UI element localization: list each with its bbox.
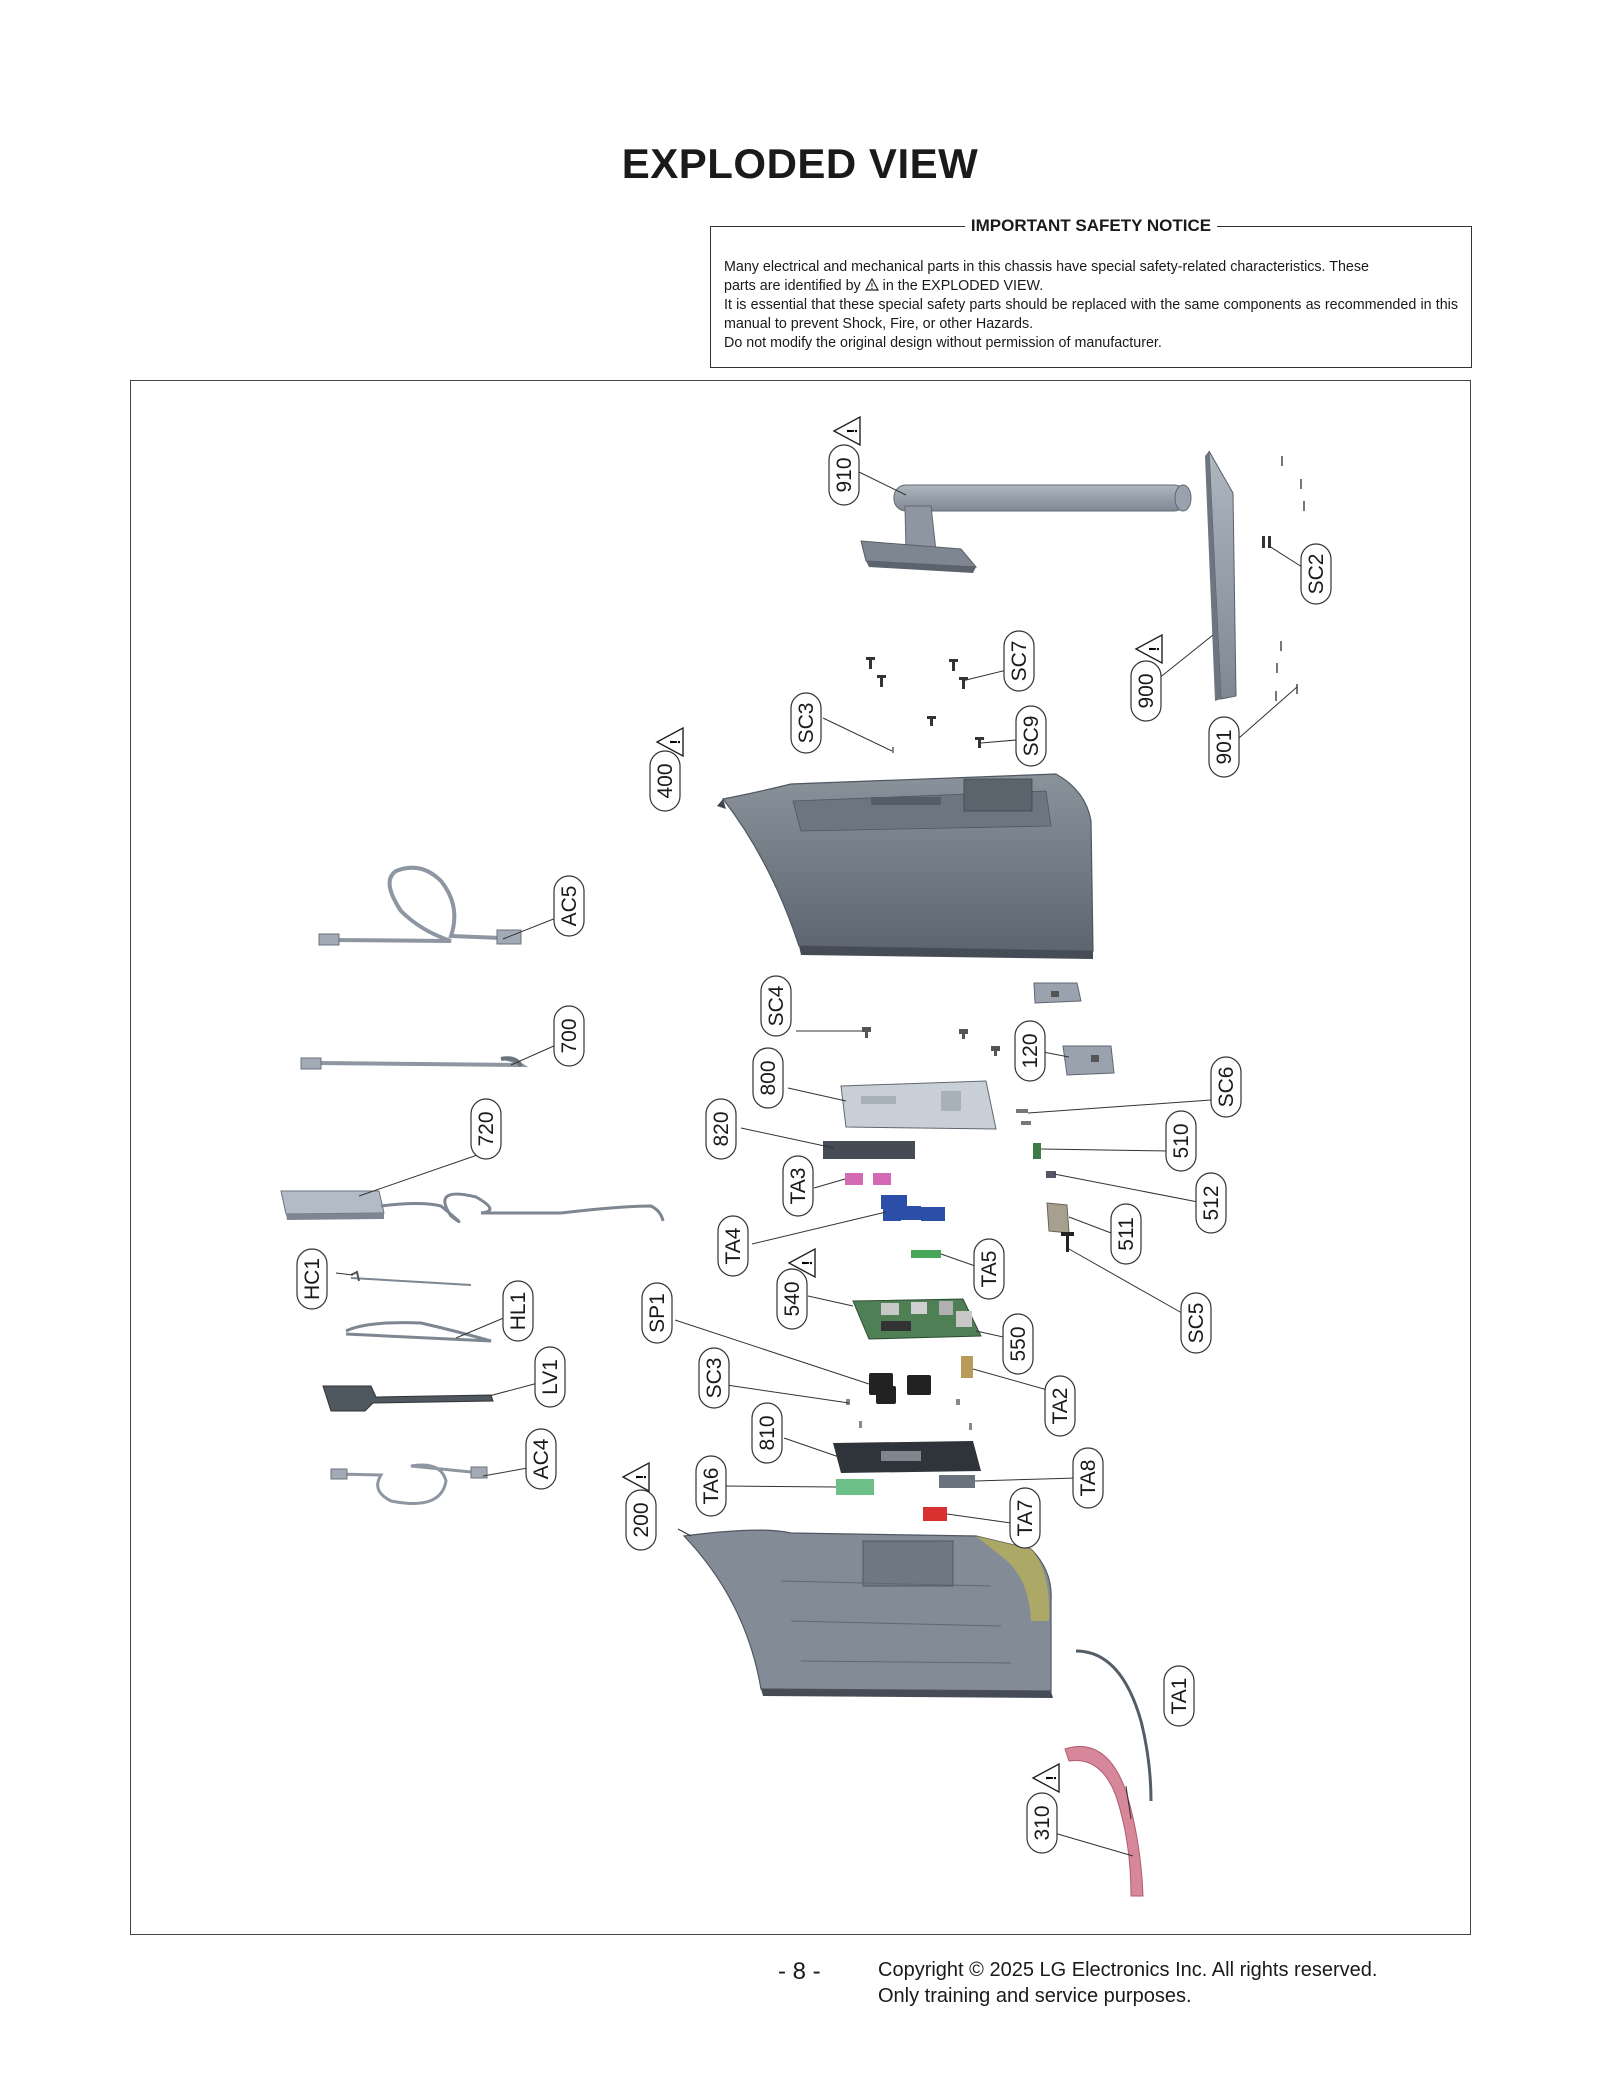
callout-ac5 [554,876,584,936]
callout-label: 901 [1213,729,1236,765]
rear-cover [717,774,1093,959]
callout-label: 700 [558,1018,581,1054]
small-screws-stand [1276,456,1304,701]
callout-label: 550 [1007,1326,1030,1362]
notice-line-2 [724,277,1458,296]
safety-notice-heading: IMPORTANT SAFETY NOTICE [965,216,1217,235]
adapter-720 [281,1191,663,1222]
callout-310 [1027,1793,1057,1853]
stand-base-plate [1205,451,1236,701]
callout-label: HC1 [301,1257,324,1301]
callout-label: 510 [1170,1123,1193,1159]
exploded-view-diagram [131,381,1470,1934]
copyright-block [878,1957,1377,2009]
callout-sc6 [1211,1057,1241,1117]
tape-ta7 [923,1507,947,1521]
bracket-120-lower [1063,1046,1114,1075]
warning-triangle-icon [623,1463,650,1491]
warning-triangle-icon [834,417,861,445]
cable-hc1 [351,1272,471,1285]
exploded-view-frame [130,380,1471,1935]
callout-ta8 [1073,1448,1103,1508]
cable-ac4 [331,1465,487,1504]
callout-512 [1196,1173,1226,1233]
callout-511 [1111,1204,1141,1264]
cable-700 [301,1058,521,1069]
cable-hl1 [346,1323,491,1341]
safety-notice-body [724,258,1458,353]
svg-text:!: ! [870,282,874,291]
board-510 [1033,1143,1041,1159]
bracket-lv1 [323,1386,493,1411]
callout-sc5 [1181,1293,1211,1353]
callout-label: 810 [756,1415,779,1451]
callout-sc9 [1016,706,1046,766]
callout-ta6 [696,1456,726,1516]
stand-arm [861,485,1191,573]
callout-ta2 [1045,1376,1075,1436]
notice-line-3: It is essential that these special safety parts should be replaced with the same components as recommended in this manual to prevent Shock, Fire, or other Hazards. [724,297,1458,332]
callout-label: 511 [1115,1217,1138,1251]
warning-triangle-icon [1033,1764,1060,1792]
callout-label: TA3 [787,1167,810,1205]
callout-label: SC2 [1305,553,1328,595]
callout-sc4 [761,976,791,1036]
main-board-540 [853,1299,981,1339]
callout-label: SC3 [795,702,818,744]
callout-label: 400 [654,763,677,799]
copyright-line: Copyright © 2025 LG Electronics Inc. All rights reserved. [878,1959,1378,1981]
callout-label: SC9 [1020,715,1043,757]
sheet-820 [823,1141,915,1159]
callout-sc3 [791,693,821,753]
notice-line-2-before: parts are identified by [724,278,861,294]
board-511 [1047,1203,1069,1233]
callout-901 [1209,717,1239,777]
callout-label: SC7 [1008,640,1031,682]
led-bar-310 [1065,1747,1143,1896]
callout-label: SC4 [765,985,788,1027]
tape-ta5 [911,1250,941,1258]
svg-text:!: ! [1146,646,1163,652]
cable-ac5 [319,868,521,945]
callout-label: AC5 [558,885,581,927]
callout-700 [554,1006,584,1066]
callout-label: 900 [1135,673,1158,709]
callout-550 [1003,1314,1033,1374]
callout-label: SC3 [703,1357,726,1399]
callout-label: LV1 [539,1359,562,1395]
svg-text:!: ! [633,1474,650,1480]
shield-810 [833,1441,981,1473]
callout-label: 120 [1019,1033,1042,1069]
callout-label: AC4 [530,1438,553,1480]
warning-triangle-icon [865,278,879,291]
tape-ta8 [939,1475,975,1488]
callout-hc1 [297,1249,327,1309]
warning-triangle-icon [1136,635,1163,663]
svg-text:!: ! [1043,1775,1060,1781]
callout-ta1 [1164,1666,1194,1726]
usage-line: Only training and service purposes. [878,1985,1192,2007]
svg-text:!: ! [844,428,861,434]
screws-sc7-group [866,657,984,753]
callout-ac4 [526,1429,556,1489]
notice-line-2-after: in the EXPLODED VIEW. [882,278,1044,294]
callout-label: 200 [630,1502,653,1538]
callout-label: SP1 [646,1293,669,1333]
callout-label: 310 [1031,1805,1054,1841]
screws-sc4 [862,1027,1000,1056]
tape-ta3 [845,1173,891,1185]
callout-sc7 [1004,631,1034,691]
safety-notice-box [710,216,1472,368]
shield-plate-800 [841,1081,996,1129]
bracket-120-upper [1034,983,1081,1003]
callout-label: 820 [710,1111,733,1147]
svg-text:!: ! [667,739,684,745]
callout-label: 910 [833,457,856,493]
callout-label: TA8 [1077,1459,1100,1497]
callout-label: TA2 [1049,1387,1072,1425]
callout-label: 800 [757,1060,780,1096]
svg-text:!: ! [799,1260,816,1266]
callout-label: 540 [781,1281,804,1317]
callout-810 [752,1403,782,1463]
notice-line-4: Do not modify the original design without permission of manufacturer. [724,335,1162,351]
tape-ta4 [881,1195,945,1221]
callout-label: TA6 [700,1467,723,1505]
callout-910 [829,445,859,505]
callout-720 [471,1099,501,1159]
page-title: EXPLODED VIEW [621,140,979,187]
callout-900 [1131,661,1161,721]
callout-ta4 [718,1216,748,1276]
callout-820 [706,1099,736,1159]
callout-200 [626,1490,656,1550]
callout-label: SC6 [1215,1066,1238,1108]
callout-hl1 [503,1281,533,1341]
callout-lv1 [535,1347,565,1407]
front-chassis [684,1530,1053,1698]
screws-sc6 [1016,1109,1031,1125]
callout-label: SC5 [1185,1302,1208,1344]
callout-540 [777,1269,807,1329]
callout-400 [650,751,680,811]
notice-line-1: Many electrical and mechanical parts in this chassis have special safety-related characteristics. These [724,259,1369,275]
callout-120 [1015,1021,1045,1081]
screws-sc3-lower [846,1399,972,1430]
callout-label: TA4 [722,1227,745,1265]
callout-sc3 [699,1348,729,1408]
callout-ta7 [1010,1488,1040,1548]
callout-label: 512 [1200,1185,1223,1221]
callout-label: TA7 [1014,1499,1037,1537]
callout-sp1 [642,1283,672,1343]
callout-510 [1166,1111,1196,1171]
callout-label: HL1 [507,1291,530,1331]
speakers-sp1 [869,1373,931,1404]
callout-ta5 [974,1239,1004,1299]
callout-label: TA1 [1168,1677,1191,1715]
cable-550 [961,1356,973,1378]
callout-800 [753,1048,783,1108]
callout-sc2 [1301,544,1331,604]
page-number: - 8 - [778,1958,821,1985]
tape-ta6 [836,1479,874,1495]
callout-label: TA5 [978,1250,1001,1288]
screw-sc5 [1061,1232,1074,1252]
callout-ta3 [783,1156,813,1216]
callout-label: 720 [475,1111,498,1147]
